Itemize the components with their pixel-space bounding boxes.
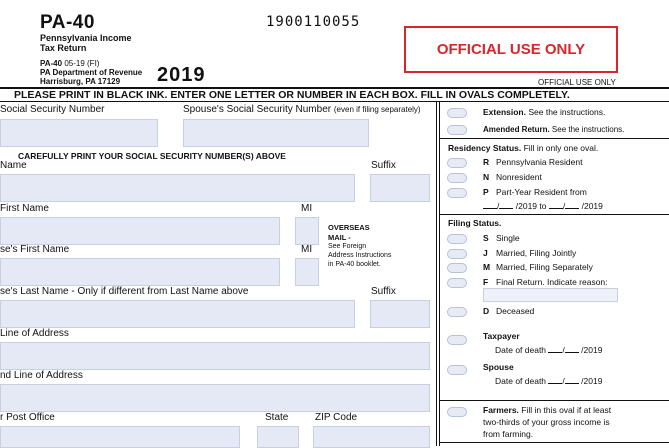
ssn-label: Social Security Number (0, 104, 105, 115)
city-field[interactable] (0, 426, 240, 448)
last-name-field[interactable] (0, 174, 355, 202)
form-revision (40, 59, 99, 68)
panel-divider-left (436, 101, 437, 446)
overseas-title2: MAIL - (328, 233, 351, 242)
state-field[interactable] (257, 426, 299, 448)
department-city: Harrisburg, PA 17129 (40, 77, 121, 86)
form-rev-date: 05-19 (FI) (64, 59, 100, 68)
residency-n-label: Nonresident (496, 172, 542, 182)
farmers-line3: from farming. (483, 429, 534, 439)
spouse-date-label: Date of death (495, 376, 547, 386)
py-from-month-blank[interactable] (483, 200, 497, 209)
panel-divider-right (439, 101, 440, 446)
residency-heading (448, 143, 598, 153)
extension-label-bold: Extension. (483, 107, 526, 117)
address2-field[interactable] (0, 384, 430, 412)
extension-oval[interactable] (447, 108, 467, 118)
department-name: PA Department of Revenue (40, 68, 143, 77)
spouse-last-name-field[interactable] (0, 300, 355, 328)
filing-heading: Filing Status. (448, 218, 502, 228)
filing-s-label: Single (496, 233, 520, 243)
residency-r-code: R (483, 157, 490, 167)
filing-s-code: S (483, 233, 489, 243)
amended-label-rest: See the instructions. (551, 125, 625, 134)
filing-m-code: M (483, 262, 491, 272)
address1-label: Line of Address (0, 328, 69, 339)
filing-top-rule (440, 214, 669, 215)
residency-r-oval[interactable] (447, 158, 467, 168)
filing-m-oval[interactable] (447, 263, 467, 273)
spouse-mi-label: MI (301, 244, 313, 255)
spouse-first-name-field[interactable] (0, 258, 280, 286)
form-rev-code: PA-40 (40, 59, 63, 68)
residency-top-rule (440, 138, 669, 139)
residency-r-label: Pennsylvania Resident (496, 157, 583, 167)
py-from-day-blank[interactable] (499, 200, 513, 209)
residency-p-oval[interactable] (447, 188, 467, 198)
py-to-day-blank[interactable] (565, 200, 579, 209)
taxpayer-label: Taxpayer (483, 331, 520, 341)
filing-f-code: F (483, 277, 489, 287)
farmers-line2: two-thirds of your gross income is (483, 417, 610, 427)
spouse-ssn-label-text: Spouse's Social Security Number (183, 104, 332, 115)
careful-print-note: CAREFULLY PRINT YOUR SOCIAL SECURITY NUMBER(S) ABOVE (18, 151, 286, 161)
taxpayer-dod-month-blank[interactable] (548, 344, 562, 353)
residency-n-code: N (483, 172, 490, 182)
spouse-first-name-label: se's First Name (0, 244, 70, 255)
taxpayer-dod-year: /2019 (581, 345, 603, 355)
farmers-line1-text: Fill in this oval if at least (521, 405, 612, 415)
residency-p-label: Part-Year Resident from (496, 187, 587, 197)
filing-j-oval[interactable] (447, 249, 467, 259)
extension-label-rest: See the instructions. (528, 107, 606, 117)
form-name-line2: Tax Return (40, 43, 87, 53)
residency-heading-rest: Fill in only one oval. (523, 143, 599, 153)
city-label: r Post Office (0, 412, 55, 423)
farmers-bottom-rule (440, 442, 669, 443)
amended-label (483, 125, 624, 134)
tax-year: 2019 (157, 64, 206, 86)
residency-p-code: P (483, 187, 489, 197)
spouse-last-name-label: se's Last Name - Only if different from Last Name above (0, 286, 249, 297)
extension-label (483, 107, 605, 117)
py-year2: /2019 (581, 201, 603, 211)
banner-bottom-rule (0, 101, 669, 102)
filing-j-code: J (483, 248, 488, 258)
deceased-label: Deceased (496, 306, 535, 316)
suffix-label: Suffix (371, 160, 396, 171)
spouse-ssn-field[interactable] (183, 119, 369, 147)
spouse-label: Spouse (483, 362, 514, 372)
spouse-mi-field[interactable] (295, 258, 319, 286)
filing-j-label: Married, Filing Jointly (496, 248, 577, 258)
spouse-deceased-oval[interactable] (447, 365, 467, 375)
form-name-line1: Pennsylvania Income (40, 33, 132, 43)
overseas-line2: Address Instructions (328, 252, 392, 259)
mi-field[interactable] (295, 217, 319, 245)
official-use-small-label: OFFICIAL USE ONLY (538, 78, 616, 87)
official-use-label: OFFICIAL USE ONLY (436, 41, 586, 58)
taxpayer-date-label: Date of death (495, 345, 547, 355)
farmers-line1 (483, 405, 611, 415)
overseas-line3: in PA-40 booklet. (328, 261, 381, 268)
spouse-dod-month-blank[interactable] (548, 375, 562, 384)
deceased-code: D (483, 306, 490, 316)
form-code: PA-40 (40, 12, 95, 33)
farmers-oval[interactable] (447, 407, 467, 417)
residency-n-oval[interactable] (447, 173, 467, 183)
filing-s-oval[interactable] (447, 234, 467, 244)
barcode-number: 1900110055 (266, 14, 361, 30)
spouse-date: Date of death / /2019 (495, 376, 603, 386)
taxpayer-dod-day-blank[interactable] (565, 344, 579, 353)
state-label: State (265, 412, 289, 423)
spouse-suffix-field[interactable] (370, 300, 430, 328)
filing-f-label: Final Return. Indicate reason: (496, 277, 608, 287)
filing-m-label: Married, Filing Separately (496, 262, 593, 272)
farmers-top-rule (440, 400, 669, 401)
py-to-month-blank[interactable] (549, 200, 563, 209)
part-year-dates: / /2019 to / /2019 (483, 200, 603, 211)
spouse-suffix-label: Suffix (371, 286, 396, 297)
overseas-title1: OVERSEAS (328, 223, 370, 232)
farmers-label-bold: Farmers. (483, 405, 519, 415)
address2-label: nd Line of Address (0, 370, 83, 381)
filing-f-oval[interactable] (447, 278, 467, 288)
spouse-ssn-label (183, 104, 421, 115)
address1-field[interactable] (0, 342, 430, 370)
taxpayer-date: Date of death / /2019 (495, 345, 603, 355)
py-year1: /2019 to (515, 201, 547, 211)
first-name-label: First Name (0, 203, 49, 214)
spouse-ssn-note: (even if filing separately) (333, 105, 421, 114)
first-name-field[interactable] (0, 217, 280, 245)
last-name-label: Name (0, 160, 27, 171)
zip-field[interactable] (313, 426, 430, 448)
spouse-dod-day-blank[interactable] (565, 375, 579, 384)
ssn-field[interactable] (0, 119, 158, 147)
suffix-field[interactable] (370, 174, 430, 202)
mi-label: MI (301, 203, 313, 214)
taxpayer-deceased-oval[interactable] (447, 335, 467, 345)
instruction-banner: PLEASE PRINT IN BLACK INK. ENTER ONE LETTER OR NUMBER IN EACH BOX. FILL IN OVALS COMPLETELY. (14, 89, 570, 101)
amended-label-bold: Amended Return. (483, 125, 550, 134)
official-use-box (404, 26, 618, 73)
spouse-dod-year: /2019 (581, 376, 603, 386)
deceased-oval[interactable] (447, 307, 467, 317)
zip-label: ZIP Code (315, 412, 358, 423)
amended-oval[interactable] (447, 125, 467, 135)
overseas-line1: See Foreign (328, 243, 367, 250)
final-return-reason-field[interactable] (483, 288, 618, 302)
residency-heading-bold: Residency Status. (448, 143, 522, 153)
